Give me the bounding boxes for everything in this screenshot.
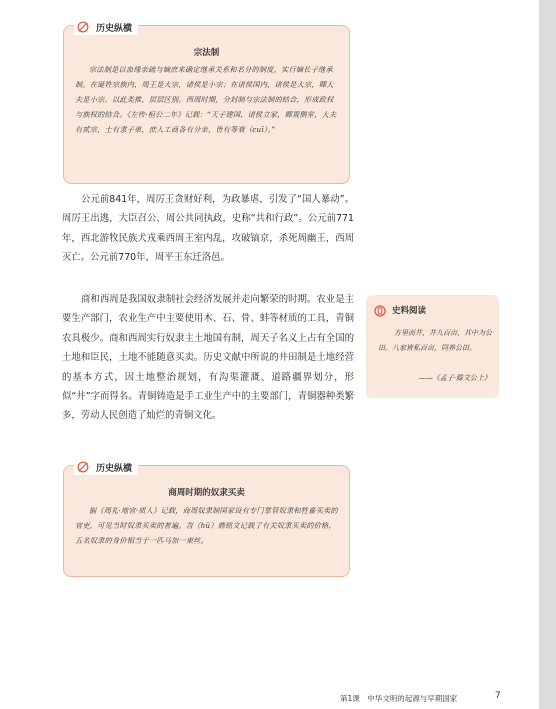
box-body-text: 宗法制是以血缘亲疏与嫡庶来确定继承关系和名分的制度，实行嫡长子继承制。在诞姓宗族内，周王是大宗，诸侯是小宗；在诸侯国内，诸侯是大宗，卿大夫是小宗。以此类推，层层区别。西周时期，分封制与宗法制的结合，形成政权与族权的结合。《左传·桓公二年》记载：“天子建国，诸侯立家，卿置侧室，大夫有贰宗，士有隶子弟，庶人工商各有分亲，皆有等衰（cuī）。” bbox=[75, 65, 337, 134]
box-header-label: 历史纵横 bbox=[96, 463, 133, 474]
box-header bbox=[74, 459, 138, 475]
source-reading-icon bbox=[374, 305, 386, 317]
box-title: 宗法制 bbox=[193, 48, 220, 58]
body-paragraph-1: 公元前841年，周厉王贪财好利，为政暴虐，引发了“国人暴动”。周厉王出逃，大臣召公、周公共同执政，史称“共和行政”。公元前771年，西北游牧民族犬戎乘西周王室内乱，攻破镐京，杀死周幽王，西周灭亡。公元前770年，周平王东迁洛邑。 bbox=[62, 194, 354, 264]
history-swirl-icon bbox=[76, 460, 90, 474]
sidebar-quote: 方里而井，井九百亩，其中为公田。八家皆私百亩，同养公田。 bbox=[378, 329, 492, 352]
box-header-label: 历史纵横 bbox=[96, 23, 133, 34]
page-number: 7 bbox=[495, 691, 501, 701]
history-swirl-icon bbox=[76, 20, 90, 34]
history-panorama-box-zongfa bbox=[63, 25, 350, 184]
box-title: 商周时期的奴隶买卖 bbox=[168, 488, 245, 498]
sidebar-source: ——《孟子·滕文公上》 bbox=[418, 374, 491, 382]
source-reading-sidebar bbox=[366, 295, 499, 398]
body-paragraph-2: 商和西周是我国奴隶制社会经济发展并走向繁荣的时期。农业是主要生产部门，农业生产中主要使用木、石、骨、蚌等材质的工具，青铜农具极少。商和西周实行奴隶主土地国有制，周天子名义上占有全国的土地和臣民，土地不能随意买卖。历史文献中所说的井田制是土地经营的基本方式，因土地整治规划，有沟渠灌溉、道路疆界划分，形似“井”字而得名。青铜铸造是手工业生产中的主要部门，青铜器种类繁多，劳动人民创造了灿烂的青铜文化。 bbox=[62, 294, 354, 422]
sidebar-header: 史料阅读 bbox=[392, 306, 427, 316]
box-header bbox=[74, 19, 138, 35]
page-edge bbox=[539, 0, 556, 709]
footer-lesson-title: 第1课 中华文明的起源与早期国家 bbox=[340, 694, 458, 703]
history-panorama-box-slave-trade bbox=[63, 465, 350, 577]
box-body-text: 据《周礼·地官·质人》记载，商周奴隶制国家设有专门掌管奴隶和牲畜买卖的官吏，可见当时奴隶买卖的普遍。曶（hū）鼎铭文记载了有关奴隶买卖的价格，五名奴隶的身价相当于一匹马加一束丝。 bbox=[75, 506, 338, 545]
